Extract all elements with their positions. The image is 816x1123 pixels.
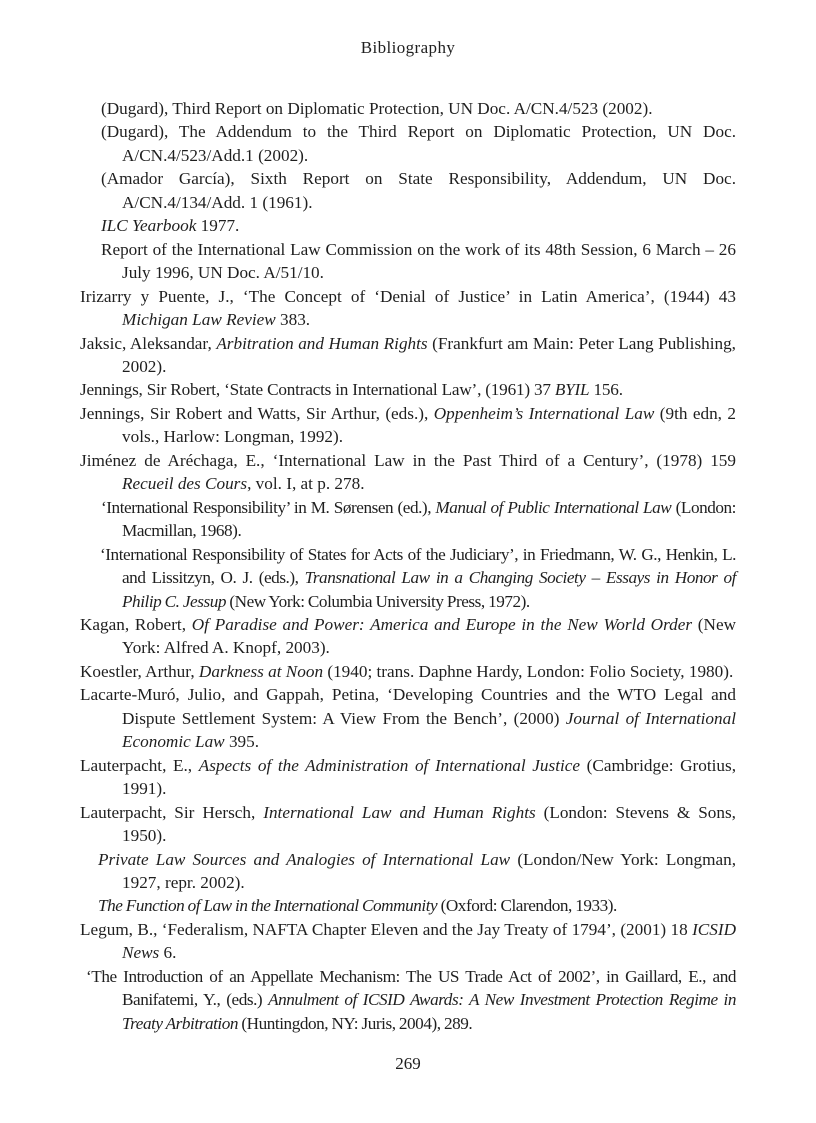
entry-text: Irizarry y Puente, J., ‘The Concept of ‘Denial of Justice’ in Latin America’, (1944) 43 xyxy=(80,286,736,306)
entry-text: (Cambridge: Grotius, 1991). xyxy=(122,755,737,799)
entry-text: , vol. I, at p. 278. xyxy=(247,474,365,494)
bibliography-entry xyxy=(80,918,736,965)
bibliography-entry xyxy=(80,449,736,496)
entry-text: ‘International Responsibility of States for Acts of the Judiciary’, in Friedmann, W. G., Henkin, L. and Lissitzyn, O. J. (eds.), xyxy=(100,544,736,588)
bibliography-entry xyxy=(80,613,736,660)
entry-text: (London: Macmillan, 1968). xyxy=(122,497,737,541)
entry-text: (Oxford: Clarendon, 1933). xyxy=(437,896,617,916)
entry-text: (Frankfurt am Main: Peter Lang Publishing, 2002). xyxy=(122,333,736,376)
entry-title-italic: Arbitration and Human Rights xyxy=(216,333,428,353)
page-number: 269 xyxy=(395,1054,421,1073)
entry-text: Lacarte-Muró, Julio, and Gappah, Petina, ‘Developing Countries and the WTO Legal and Dispute Settlement System: A View From the Bench’, (2000) xyxy=(80,685,736,728)
bibliography-entry xyxy=(80,167,736,214)
entry-text: 6. xyxy=(159,943,177,963)
bibliography-entry xyxy=(80,801,736,848)
entry-title-italic: Oppenheim’s International Law xyxy=(433,403,655,423)
bibliography-entry xyxy=(80,848,736,895)
entry-title-italic: Annulment of ICSID Awards: A New Investment Protection Regime in Treaty Arbitration xyxy=(122,990,736,1033)
entry-title-italic: Aspects of the Administration of International Justice xyxy=(198,755,581,775)
entry-text: 383. xyxy=(275,310,311,330)
entry-title-italic: Transnational Law in a Changing Society – Essays in Honor of Philip C. Jessup xyxy=(122,568,736,611)
entry-text: Jennings, Sir Robert, ‘State Contracts in International Law’, (1961) 37 xyxy=(80,380,555,400)
bibliography-entry xyxy=(80,97,736,120)
entry-title-italic: Of Paradise and Power: America and Europe in the New World Order xyxy=(191,614,693,634)
entry-text: ‘The Introduction of an Appellate Mechanism: The US Trade Act of 2002’, in Gaillard, E., and Banifatemi, Y., (eds.) xyxy=(86,966,736,1010)
bibliography-list xyxy=(80,97,736,1035)
entry-text: (New York: Columbia University Press, 1972). xyxy=(226,591,530,611)
entry-text: Jennings, Sir Robert and Watts, Sir Arthur, (eds.), xyxy=(80,403,434,423)
entry-title-italic: The Function of Law in the International Community xyxy=(98,896,438,916)
bibliography-entry xyxy=(80,238,736,285)
bibliography-entry xyxy=(80,683,736,753)
entry-title-italic: International Law and Human Rights xyxy=(263,802,536,822)
entry-text: Jaksic, Aleksandar, xyxy=(80,333,217,353)
entry-text: (9th edn, 2 vols., Harlow: Longman, 1992). xyxy=(122,403,737,447)
bibliography-entry xyxy=(80,120,736,167)
entry-text: 156. xyxy=(589,380,623,400)
entry-text: Lauterpacht, E., xyxy=(80,755,199,775)
entry-text: (New York: Alfred A. Knopf, 2003). xyxy=(122,614,736,658)
entry-text: Kagan, Robert, xyxy=(80,614,192,634)
bibliography-entry xyxy=(80,660,736,683)
entry-text: (Dugard), The Addendum to the Third Report on Diplomatic Protection, UN Doc. A/CN.4/523/Add.1 (2002). xyxy=(101,122,736,165)
entry-text: (Huntingdon, NY: Juris, 2004), 289. xyxy=(238,1013,473,1033)
entry-title-italic: Michigan Law Review xyxy=(122,310,276,330)
bibliography-entry xyxy=(80,285,736,332)
entry-text: (Dugard), Third Report on Diplomatic Protection, UN Doc. A/CN.4/523 (2002). xyxy=(101,99,653,118)
entry-title-italic: Darkness at Noon xyxy=(198,661,324,681)
running-header: Bibliography xyxy=(360,38,456,57)
bibliography-entry xyxy=(80,402,736,449)
entry-text: Legum, B., ‘Federalism, NAFTA Chapter Eleven and the Jay Treaty of 1794’, (2001) 18 xyxy=(80,919,693,939)
entry-text: (1940; trans. Daphne Hardy, London: Folio Society, 1980). xyxy=(323,661,734,681)
bibliography-entry xyxy=(80,378,736,401)
entry-title-italic: ICSID News xyxy=(122,919,736,963)
entry-title-italic: Manual of Public International Law xyxy=(435,497,672,517)
entry-text: ‘International Responsibility’ in M. Sørensen (ed.), xyxy=(101,497,436,517)
entry-title-italic: Recueil des Cours xyxy=(122,474,248,494)
entry-text: (London/New York: Longman, 1927, repr. 2002). xyxy=(122,849,737,892)
entry-text: 1977. xyxy=(196,216,240,236)
entry-text: Lauterpacht, Sir Hersch, xyxy=(80,802,264,822)
bibliography-entry xyxy=(80,543,736,613)
entry-title-italic: ILC Yearbook xyxy=(101,216,197,236)
entry-text: Report of the International Law Commission on the work of its 48th Session, 6 March – 26 July 1996, UN Doc. A/51/10. xyxy=(101,239,736,283)
bibliography-entry xyxy=(80,965,736,1035)
entry-title-italic: Private Law Sources and Analogies of International Law xyxy=(98,849,511,869)
entry-text: (Amador García), Sixth Report on State Responsibility, Addendum, UN Doc. A/CN.4/134/Add. 1 (1961). xyxy=(101,169,736,212)
bibliography-entry xyxy=(80,214,736,237)
bibliography-entry xyxy=(80,496,736,543)
entry-title-italic: Journal of International Economic Law xyxy=(122,708,736,752)
entry-text: Koestler, Arthur, xyxy=(80,661,199,681)
entry-title-italic: BYIL xyxy=(554,380,590,400)
bibliography-entry xyxy=(80,894,736,917)
bibliography-entry xyxy=(80,754,736,801)
entry-text: 395. xyxy=(224,732,260,752)
entry-text: (London: Stevens & Sons, 1950). xyxy=(122,802,736,846)
entry-text: Jiménez de Aréchaga, E., ‘International Law in the Past Third of a Century’, (1978) 159 xyxy=(80,450,736,470)
bibliography-entry xyxy=(80,332,736,379)
